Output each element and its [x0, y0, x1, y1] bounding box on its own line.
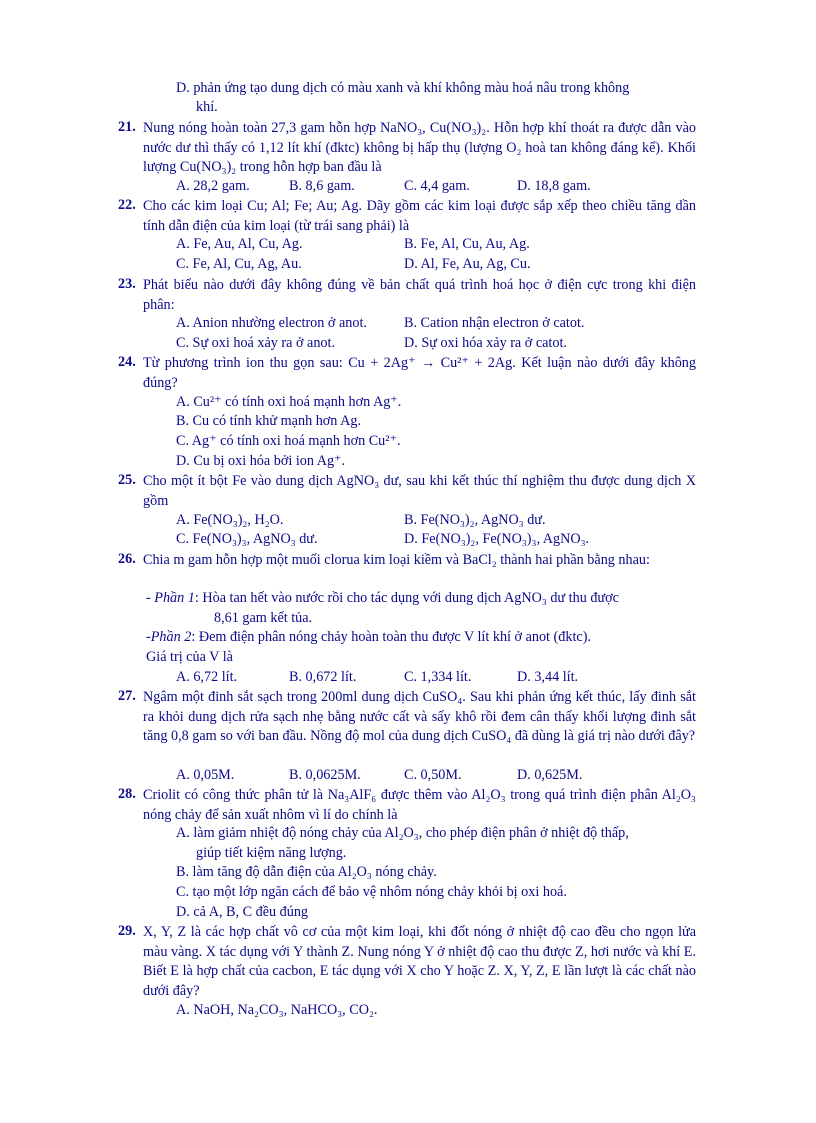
answer-option: B. 0,0625M.	[289, 767, 361, 783]
question-stem: Cho các kim loại Cu; Al; Fe; Au; Ag. Dãy gồm các kim loại được sắp xếp theo chiều tăng dần tính dẫn điện của kim loại (từ trái sang phải) là	[143, 198, 696, 234]
answer-option: B. Fe, Al, Cu, Au, Ag.	[404, 236, 530, 252]
answer-option: D. cả A, B, C đều đúng	[176, 904, 309, 920]
answer-option: D. Fe(NO₃)₂, Fe(NO₃)₃, AgNO₃.	[404, 531, 590, 547]
question-stem: Criolit có công thức phân tử là Na₃AlF₆ được thêm vào Al₂O₃ trong quá trình điện phân Al₂O₃ nóng chảy để sản xuất nhôm vì lí do chính là	[143, 787, 696, 823]
question-number: 22.	[118, 197, 136, 213]
part-2-text: : Đem điện phân nóng chảy hoàn toàn thu được V lít khí ở anot (đktc).	[191, 629, 591, 645]
question-number: 24.	[118, 354, 136, 370]
part-1-label: Phần 1	[154, 590, 195, 606]
question-number: 23.	[118, 276, 136, 292]
answer-option: A. Anion nhường electron ở anot.	[176, 315, 367, 331]
answer-option: D. 18,8 gam.	[517, 178, 591, 194]
question-number: 21.	[118, 119, 136, 135]
question-prompt: Giá trị của V là	[146, 649, 233, 665]
answer-option: B. 0,672 lít.	[289, 669, 357, 685]
answer-option: C. tạo một lớp ngăn cách để bảo vệ nhôm nóng chảy khỏi bị oxi hoá.	[176, 884, 567, 900]
answer-option: D. 0,625M.	[517, 767, 583, 783]
answer-option: A. Fe, Au, Al, Cu, Ag.	[176, 236, 303, 252]
answer-option-continuation: giúp tiết kiệm năng lượng.	[196, 845, 347, 861]
question-number: 29.	[118, 923, 136, 939]
answer-option: C. Fe, Al, Cu, Ag, Au.	[176, 256, 302, 272]
q20-option-d-line2: khí.	[196, 99, 218, 115]
answer-option: C. 0,50M.	[404, 767, 462, 783]
answer-option: B. làm tăng độ dẫn điện của Al₂O₃ nóng chảy.	[176, 864, 437, 880]
part-1-continuation: 8,61 gam kết tủa.	[214, 610, 313, 626]
part-1-line: - Phần 1: Hòa tan hết vào nước rồi cho tác dụng với dung dịch AgNO₃ dư thu được	[146, 590, 619, 606]
answer-option: A. NaOH, Na₂CO₃, NaHCO₃, CO₂.	[176, 1002, 378, 1018]
question-stem: X, Y, Z là các hợp chất vô cơ của một kim loại, khi đốt nóng ở nhiệt độ cao đều cho ngọn lửa màu vàng. X tác dụng với Y thành Z. Nung nóng Y ở nhiệt độ cao thu được Z, hơi nước và khí E. Biết E là hợp chất của cacbon, E tác dụng với X cho Y hoặc Z. X, Y, Z, E lần lượt là các chất nào dưới đây?	[143, 924, 696, 999]
answer-option: B. Fe(NO₃)₂, AgNO₃ dư.	[404, 512, 546, 528]
question-stem: Từ phương trình ion thu gọn sau: Cu + 2Ag⁺ → Cu²⁺ + 2Ag. Kết luận nào dưới đây không đúng?	[143, 355, 696, 391]
answer-option: C. Sự oxi hoá xảy ra ở anot.	[176, 335, 336, 351]
answer-option: D. Cu bị oxi hóa bởi ion Ag⁺.	[176, 453, 346, 469]
answer-option: C. Fe(NO₃)₃, AgNO₃ dư.	[176, 531, 318, 547]
answer-option: A. 0,05M.	[176, 767, 235, 783]
answer-option: D. Al, Fe, Au, Ag, Cu.	[404, 256, 531, 272]
question-stem: Chia m gam hỗn hợp một muối clorua kim loại kiềm và BaCl₂ thành hai phần bằng nhau:	[143, 552, 650, 568]
question-number: 28.	[118, 786, 136, 802]
answer-option: A. Cu²⁺ có tính oxi hoá mạnh hơn Ag⁺.	[176, 394, 402, 410]
part-2-label: Phần 2	[150, 629, 192, 645]
answer-option: C. Ag⁺ có tính oxi hoá mạnh hơn Cu²⁺.	[176, 433, 401, 449]
q20-option-d-line1: D. phản ứng tạo dung dịch có màu xanh và khí không màu hoá nâu trong không	[176, 80, 630, 96]
answer-option: A. làm giảm nhiệt độ nóng chảy của Al₂O₃, cho phép điện phân ở nhiệt độ thấp,	[176, 825, 629, 841]
answer-option: D. 3,44 lít.	[517, 669, 579, 685]
answer-option: D. Sự oxi hóa xảy ra ở catot.	[404, 335, 567, 351]
answer-option: A. Fe(NO₃)₂, H₂O.	[176, 512, 284, 528]
answer-option: B. 8,6 gam.	[289, 178, 355, 194]
answer-option: B. Cu có tính khử mạnh hơn Ag.	[176, 413, 362, 429]
part-1-text: : Hòa tan hết vào nước rồi cho tác dụng với dung dịch AgNO₃ dư thu được	[194, 590, 619, 606]
answer-option: A. 28,2 gam.	[176, 178, 250, 194]
answer-option: A. 6,72 lít.	[176, 669, 238, 685]
question-stem: Nung nóng hoàn toàn 27,3 gam hỗn hợp NaNO₃, Cu(NO₃)₂. Hỗn hợp khí thoát ra được dẫn vào nước dư thì thấy có 1,12 lít khí (đktc) không bị hấp thụ (lượng O₂ hoà tan không đáng kể). Khối lượng Cu(NO₃)₂ trong hỗn hợp ban đầu là	[143, 120, 696, 176]
question-stem: Cho một ít bột Fe vào dung dịch AgNO₃ dư, sau khi kết thúc thí nghiệm thu được dung dịch X gồm	[143, 473, 696, 509]
question-stem: Phát biểu nào dưới đây không đúng về bản chất quá trình hoá học ở điện cực trong khi điện phân:	[143, 277, 696, 313]
part-2-line: -Phần 2: Đem điện phân nóng chảy hoàn toàn thu được V lít khí ở anot (đktc).	[146, 629, 591, 645]
answer-option: B. Cation nhận electron ở catot.	[404, 315, 585, 331]
answer-option: C. 1,334 lít.	[404, 669, 472, 685]
question-number: 26.	[118, 551, 136, 567]
question-stem: Ngâm một đinh sắt sạch trong 200ml dung dịch CuSO₄. Sau khi phản ứng kết thúc, lấy đinh sắt ra khỏi dung dịch rửa sạch nhẹ bằng nước cất và sấy khô rồi đem cân thấy khối lượng đinh sắt tăng 0,8 gam so với ban đầu. Nồng độ mol của dung dịch CuSO₄ đã dùng là giá trị nào dưới đây?	[143, 689, 696, 745]
answer-option: C. 4,4 gam.	[404, 178, 470, 194]
question-number: 25.	[118, 472, 136, 488]
question-number: 27.	[118, 688, 136, 704]
